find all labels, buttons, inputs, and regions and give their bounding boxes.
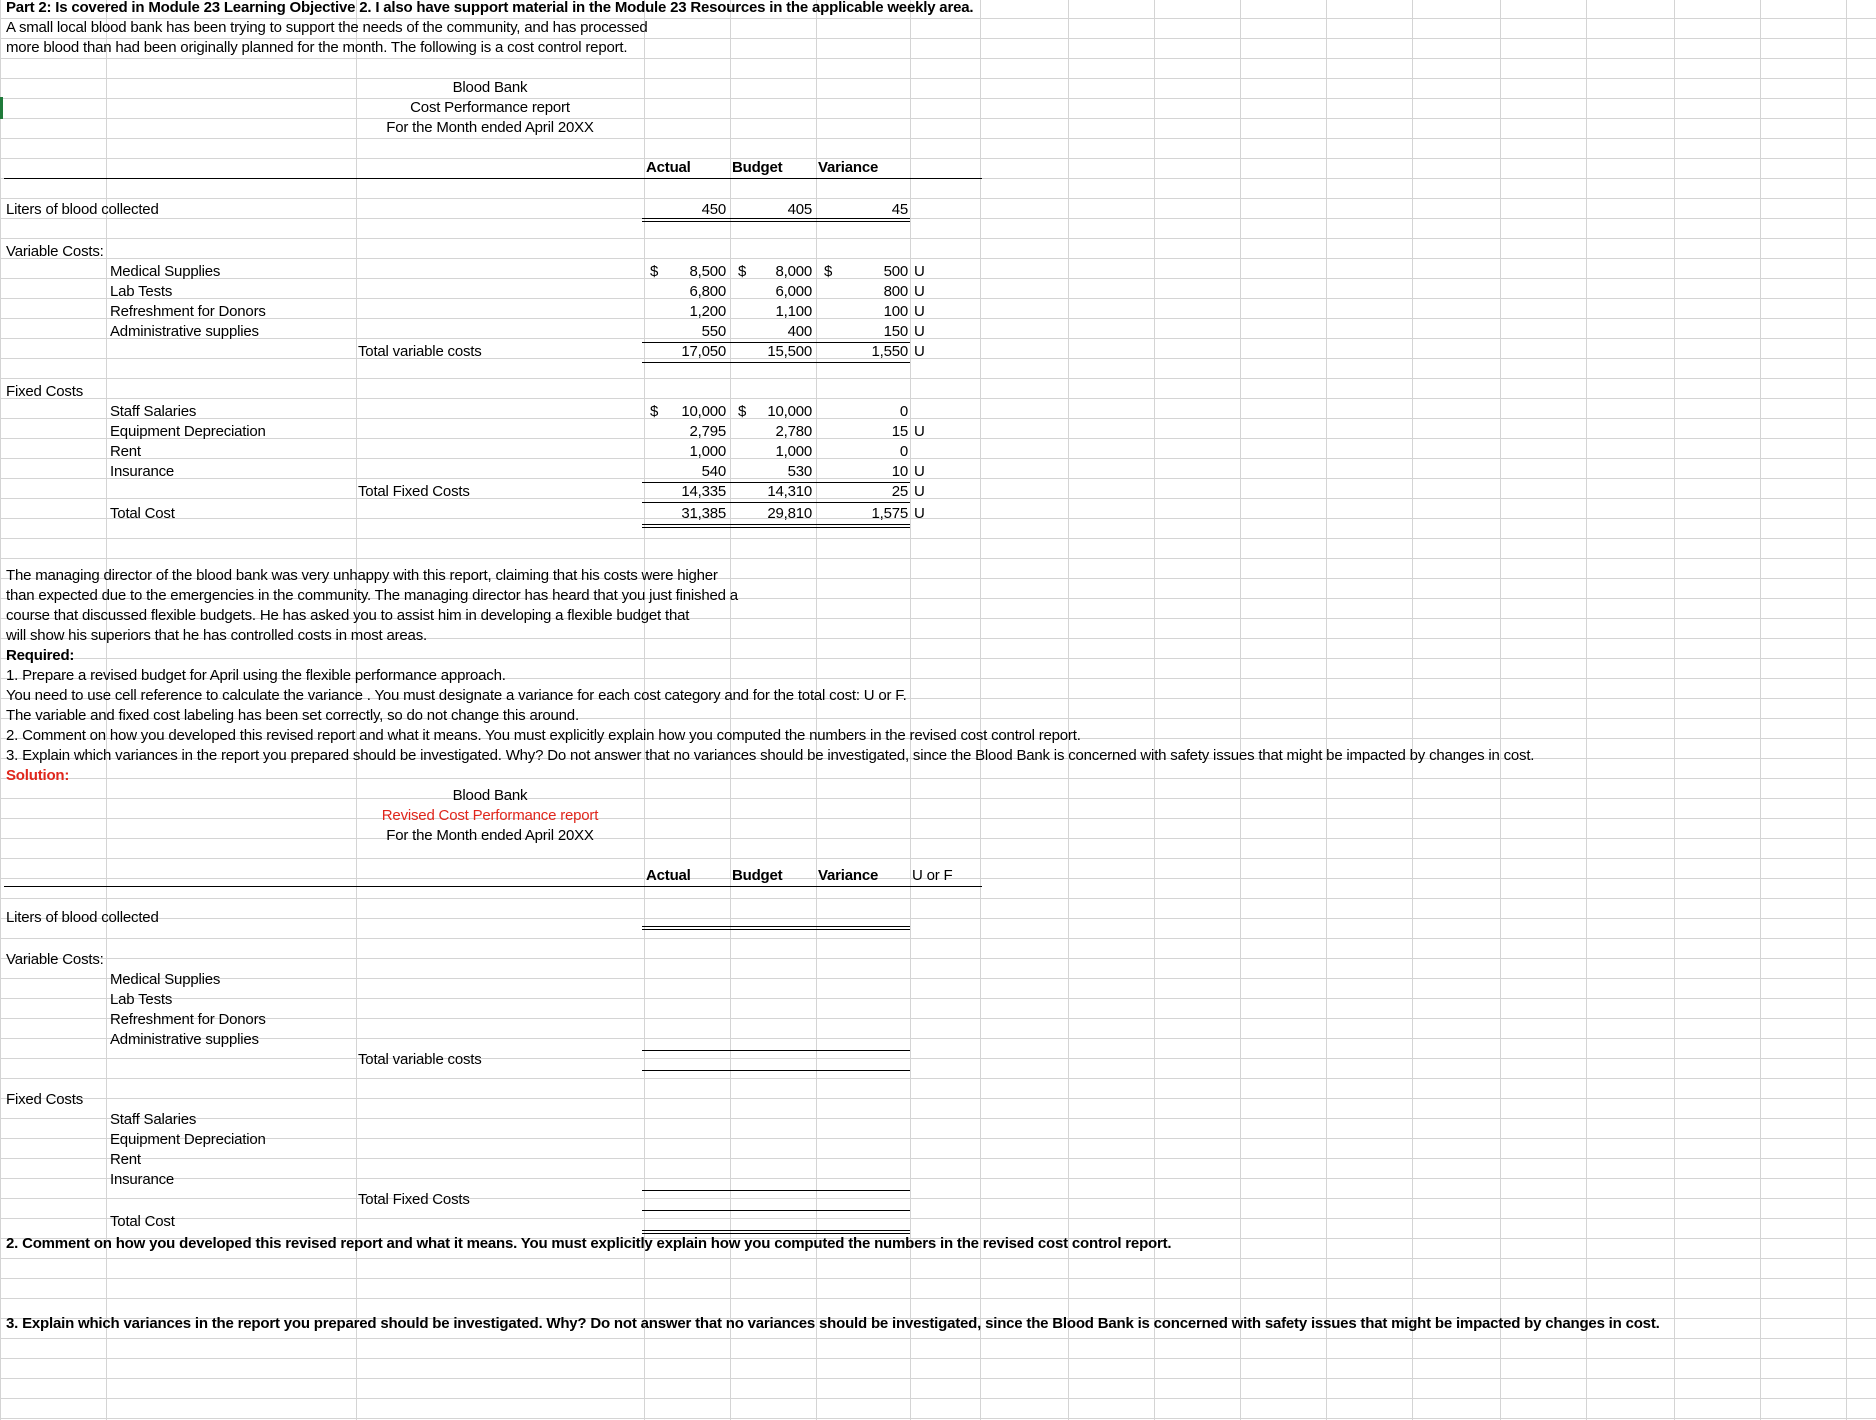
line-item-actual: 6,800 xyxy=(689,283,726,300)
line-item-budget: 6,000 xyxy=(775,283,812,300)
report2-total-cost: Total Cost xyxy=(110,1213,175,1230)
line-item-flag: U xyxy=(914,323,925,340)
report2-liters-rule-bottom xyxy=(642,929,910,930)
grid-column-line xyxy=(0,0,1,1420)
total-variable-label: Total variable costs xyxy=(358,343,482,360)
grid-row-line xyxy=(0,538,1876,539)
total-cost-variance: 1,575 xyxy=(871,505,908,522)
line-item-budget: 1,000 xyxy=(775,443,812,460)
total-cost-label: Total Cost xyxy=(110,505,175,522)
line-item-budget: 530 xyxy=(787,463,812,480)
grid-column-line xyxy=(1412,0,1413,1420)
line-item-actual: 1,200 xyxy=(689,303,726,320)
report2-col-actual: Actual xyxy=(646,867,691,884)
grid-column-line xyxy=(1674,0,1675,1420)
variable-costs-label: Variable Costs: xyxy=(6,243,104,260)
total-cost-actual: 31,385 xyxy=(681,505,726,522)
grid-row-line xyxy=(0,1338,1876,1339)
line-item-label: Insurance xyxy=(110,463,175,480)
report1-subtitle: Cost Performance report xyxy=(410,99,570,116)
grid-column-line xyxy=(1068,0,1069,1420)
narrative-2: than expected due to the emergencies in the community. The managing director has heard that you just finished a xyxy=(6,587,738,604)
report2-subtitle: Revised Cost Performance report xyxy=(381,807,599,824)
grid-row-line xyxy=(0,1078,1876,1079)
report2-title: Blood Bank xyxy=(452,787,528,804)
line-item-label: Equipment Depreciation xyxy=(110,423,266,440)
grid-column-line xyxy=(1500,0,1501,1420)
line-item-flag: U xyxy=(914,283,925,300)
line-item-variance: 0 xyxy=(899,403,908,420)
grid-row-line xyxy=(0,1198,1876,1199)
question-3: 3. Explain which variances in the report you prepared should be investigated. Why? Do not answer that no variances should be investigated, since the Blood Bank is concerned with safety issues that might be impacted by changes in cost. xyxy=(6,1315,1660,1332)
grid-row-line xyxy=(0,518,1876,519)
required-3: 3. Explain which variances in the report you prepared should be investigated. Why? Do not answer that no variances should be investigated, since the Blood Bank is concerned with safety issues that might be impacted by changes in cost. xyxy=(6,747,1535,764)
liters-variance: 45 xyxy=(891,201,908,218)
report2-liters-label: Liters of blood collected xyxy=(6,909,159,926)
report2-period: For the Month ended April 20XX xyxy=(386,827,594,844)
narrative-4: will show his superiors that he has controlled costs in most areas. xyxy=(6,627,427,644)
grid-row-line xyxy=(0,1118,1876,1119)
grid-row-line xyxy=(0,98,1876,99)
report2-total-variable-rule-bottom xyxy=(642,1070,910,1071)
grid-row-line xyxy=(0,1398,1876,1399)
grid-row-line xyxy=(0,1018,1876,1019)
grid-row-line xyxy=(0,978,1876,979)
report2-fix-item: Staff Salaries xyxy=(110,1111,197,1128)
grid-row-line xyxy=(0,858,1876,859)
report1-col-variance: Variance xyxy=(818,159,879,176)
line-item-variance: 150 xyxy=(883,323,908,340)
total-cost-flag: U xyxy=(914,505,925,522)
grid-row-line xyxy=(0,1218,1876,1219)
grid-row-line xyxy=(0,378,1876,379)
total-cost-rule-2 xyxy=(642,527,910,528)
grid-row-line xyxy=(0,778,1876,779)
grid-row-line xyxy=(0,498,1876,499)
line-item-budget: 10,000 xyxy=(767,403,812,420)
grid-row-line xyxy=(0,1358,1876,1359)
total-fixed-variance: 25 xyxy=(891,483,908,500)
intro-text-1: A small local blood bank has been trying to support the needs of the community, and has processed xyxy=(6,19,648,36)
report2-col-budget: Budget xyxy=(732,867,783,884)
grid-row-line xyxy=(0,238,1876,239)
total-cost-budget: 29,810 xyxy=(767,505,812,522)
report2-liters-rule-top xyxy=(642,926,910,927)
grid-row-line xyxy=(0,218,1876,219)
line-item-budget: 2,780 xyxy=(775,423,812,440)
grid-row-line xyxy=(0,198,1876,199)
total-fixed-rule-top xyxy=(642,482,910,483)
report1-period: For the Month ended April 20XX xyxy=(386,119,594,136)
line-item-flag: U xyxy=(914,303,925,320)
dollar-sign: $ xyxy=(738,263,747,280)
grid-row-line xyxy=(0,1258,1876,1259)
grid-column-line xyxy=(1154,0,1155,1420)
grid-row-line xyxy=(0,478,1876,479)
grid-row-line xyxy=(0,898,1876,899)
grid-row-line xyxy=(0,278,1876,279)
grid-row-line xyxy=(0,998,1876,999)
line-item-label: Refreshment for Donors xyxy=(110,303,266,320)
grid-row-line xyxy=(0,318,1876,319)
grid-row-line xyxy=(0,1098,1876,1099)
liters-actual: 450 xyxy=(701,201,726,218)
report2-col-variance: Variance xyxy=(818,867,879,884)
total-fixed-budget: 14,310 xyxy=(767,483,812,500)
grid-row-line xyxy=(0,938,1876,939)
grid-row-line xyxy=(0,818,1876,819)
line-item-actual: 540 xyxy=(701,463,726,480)
dollar-sign: $ xyxy=(824,263,833,280)
total-variable-rule-top xyxy=(642,342,910,343)
grid-row-line xyxy=(0,838,1876,839)
line-item-budget: 400 xyxy=(787,323,812,340)
line-item-actual: 8,500 xyxy=(689,263,726,280)
report2-fixed-label: Fixed Costs xyxy=(6,1091,83,1108)
grid-row-line xyxy=(0,1138,1876,1139)
required-heading: Required: xyxy=(6,647,75,664)
line-item-budget: 1,100 xyxy=(775,303,812,320)
intro-heading: Part 2: Is covered in Module 23 Learning Objective 2. I also have support material in the Module 23 Resources in the applicable weekly area. xyxy=(6,0,974,16)
grid-column-line xyxy=(1760,0,1761,1420)
report1-col-budget: Budget xyxy=(732,159,783,176)
dollar-sign: $ xyxy=(650,403,659,420)
line-item-actual: 10,000 xyxy=(681,403,726,420)
total-fixed-rule-bottom xyxy=(642,502,910,503)
grid-row-line xyxy=(0,1418,1876,1419)
report2-var-item: Refreshment for Donors xyxy=(110,1011,266,1028)
grid-row-line xyxy=(0,398,1876,399)
grid-column-line xyxy=(980,0,981,1420)
grid-row-line xyxy=(0,558,1876,559)
solution-heading: Solution: xyxy=(6,767,70,784)
report1-title: Blood Bank xyxy=(452,79,528,96)
liters-rule-bottom xyxy=(642,221,910,222)
grid-row-line xyxy=(0,1178,1876,1179)
grid-column-line xyxy=(1326,0,1327,1420)
grid-row-line xyxy=(0,1298,1876,1299)
grid-row-line xyxy=(0,658,1876,659)
required-1: 1. Prepare a revised budget for April using the flexible performance approach. xyxy=(6,667,506,684)
total-variable-actual: 17,050 xyxy=(681,343,726,360)
row-selection-marker xyxy=(0,97,3,119)
report2-var-item: Administrative supplies xyxy=(110,1031,259,1048)
grid-row-line xyxy=(0,58,1876,59)
grid-column-line xyxy=(1240,0,1241,1420)
liters-budget: 405 xyxy=(787,201,812,218)
required-1b: You need to use cell reference to calculate the variance . You must designate a variance for each cost category and for the total cost: U or F. xyxy=(6,687,907,704)
total-variable-budget: 15,500 xyxy=(767,343,812,360)
report2-header-rule xyxy=(4,886,982,887)
narrative-3: course that discussed flexible budgets. He has asked you to assist him in developing a flexible budget that xyxy=(6,607,690,624)
required-2: 2. Comment on how you developed this revised report and what it means. You must explicitly explain how you computed the numbers in the revised cost control report. xyxy=(6,727,1081,744)
intro-text-2: more blood than had been originally planned for the month. The following is a cost control report. xyxy=(6,39,628,56)
grid-row-line xyxy=(0,358,1876,359)
dollar-sign: $ xyxy=(650,263,659,280)
report2-fix-item: Rent xyxy=(110,1151,141,1168)
line-item-variance: 800 xyxy=(883,283,908,300)
total-fixed-flag: U xyxy=(914,483,925,500)
line-item-variance: 500 xyxy=(883,263,908,280)
line-item-label: Rent xyxy=(110,443,141,460)
total-variable-variance: 1,550 xyxy=(871,343,908,360)
report2-total-variable: Total variable costs xyxy=(358,1051,482,1068)
total-variable-rule-bottom xyxy=(642,362,910,363)
liters-label: Liters of blood collected xyxy=(6,201,159,218)
grid-row-line xyxy=(0,338,1876,339)
report2-total-variable-rule-top xyxy=(642,1050,910,1051)
report2-total-fixed-rule-bottom xyxy=(642,1210,910,1211)
grid-column-line xyxy=(1586,0,1587,1420)
line-item-variance: 10 xyxy=(891,463,908,480)
grid-row-line xyxy=(0,798,1876,799)
line-item-actual: 550 xyxy=(701,323,726,340)
report2-total-fixed: Total Fixed Costs xyxy=(358,1191,470,1208)
grid-row-line xyxy=(0,458,1876,459)
line-item-flag: U xyxy=(914,463,925,480)
report2-fix-item: Equipment Depreciation xyxy=(110,1131,266,1148)
report2-variable-label: Variable Costs: xyxy=(6,951,104,968)
grid-row-line xyxy=(0,138,1876,139)
report2-col-uf: U or F xyxy=(912,867,953,884)
narrative-1: The managing director of the blood bank was very unhappy with this report, claiming that his costs were higher xyxy=(6,567,718,584)
report2-var-item: Lab Tests xyxy=(110,991,173,1008)
report2-total-cost-rule-1 xyxy=(642,1230,910,1231)
line-item-variance: 0 xyxy=(899,443,908,460)
total-fixed-label: Total Fixed Costs xyxy=(358,483,470,500)
line-item-variance: 15 xyxy=(891,423,908,440)
grid-row-line xyxy=(0,418,1876,419)
grid-column-line xyxy=(910,0,911,1420)
grid-row-line xyxy=(0,958,1876,959)
grid-row-line xyxy=(0,1278,1876,1279)
report2-total-fixed-rule-top xyxy=(642,1190,910,1191)
line-item-flag: U xyxy=(914,263,925,280)
grid-row-line xyxy=(0,78,1876,79)
grid-row-line xyxy=(0,158,1876,159)
line-item-actual: 2,795 xyxy=(689,423,726,440)
grid-row-line xyxy=(0,1378,1876,1379)
report2-var-item: Medical Supplies xyxy=(110,971,221,988)
total-fixed-actual: 14,335 xyxy=(681,483,726,500)
grid-row-line xyxy=(0,918,1876,919)
grid-row-line xyxy=(0,1038,1876,1039)
line-item-variance: 100 xyxy=(883,303,908,320)
report1-col-actual: Actual xyxy=(646,159,691,176)
line-item-flag: U xyxy=(914,423,925,440)
line-item-label: Staff Salaries xyxy=(110,403,197,420)
dollar-sign: $ xyxy=(738,403,747,420)
grid-row-line xyxy=(0,118,1876,119)
line-item-label: Lab Tests xyxy=(110,283,173,300)
line-item-label: Administrative supplies xyxy=(110,323,259,340)
liters-rule-top xyxy=(642,218,910,219)
required-1c: The variable and fixed cost labeling has been set correctly, so do not change this around. xyxy=(6,707,579,724)
grid-row-line xyxy=(0,258,1876,259)
line-item-actual: 1,000 xyxy=(689,443,726,460)
line-item-budget: 8,000 xyxy=(775,263,812,280)
grid-row-line xyxy=(0,1158,1876,1159)
report1-header-rule xyxy=(4,178,982,179)
question-2: 2. Comment on how you developed this revised report and what it means. You must explicitly explain how you computed the numbers in the revised cost control report. xyxy=(6,1235,1172,1252)
grid-column-line xyxy=(1846,0,1847,1420)
line-item-label: Medical Supplies xyxy=(110,263,221,280)
grid-row-line xyxy=(0,1058,1876,1059)
fixed-costs-label: Fixed Costs xyxy=(6,383,83,400)
total-cost-rule-1 xyxy=(642,524,910,525)
grid-row-line xyxy=(0,438,1876,439)
report2-fix-item: Insurance xyxy=(110,1171,175,1188)
grid-row-line xyxy=(0,298,1876,299)
total-variable-flag: U xyxy=(914,343,925,360)
